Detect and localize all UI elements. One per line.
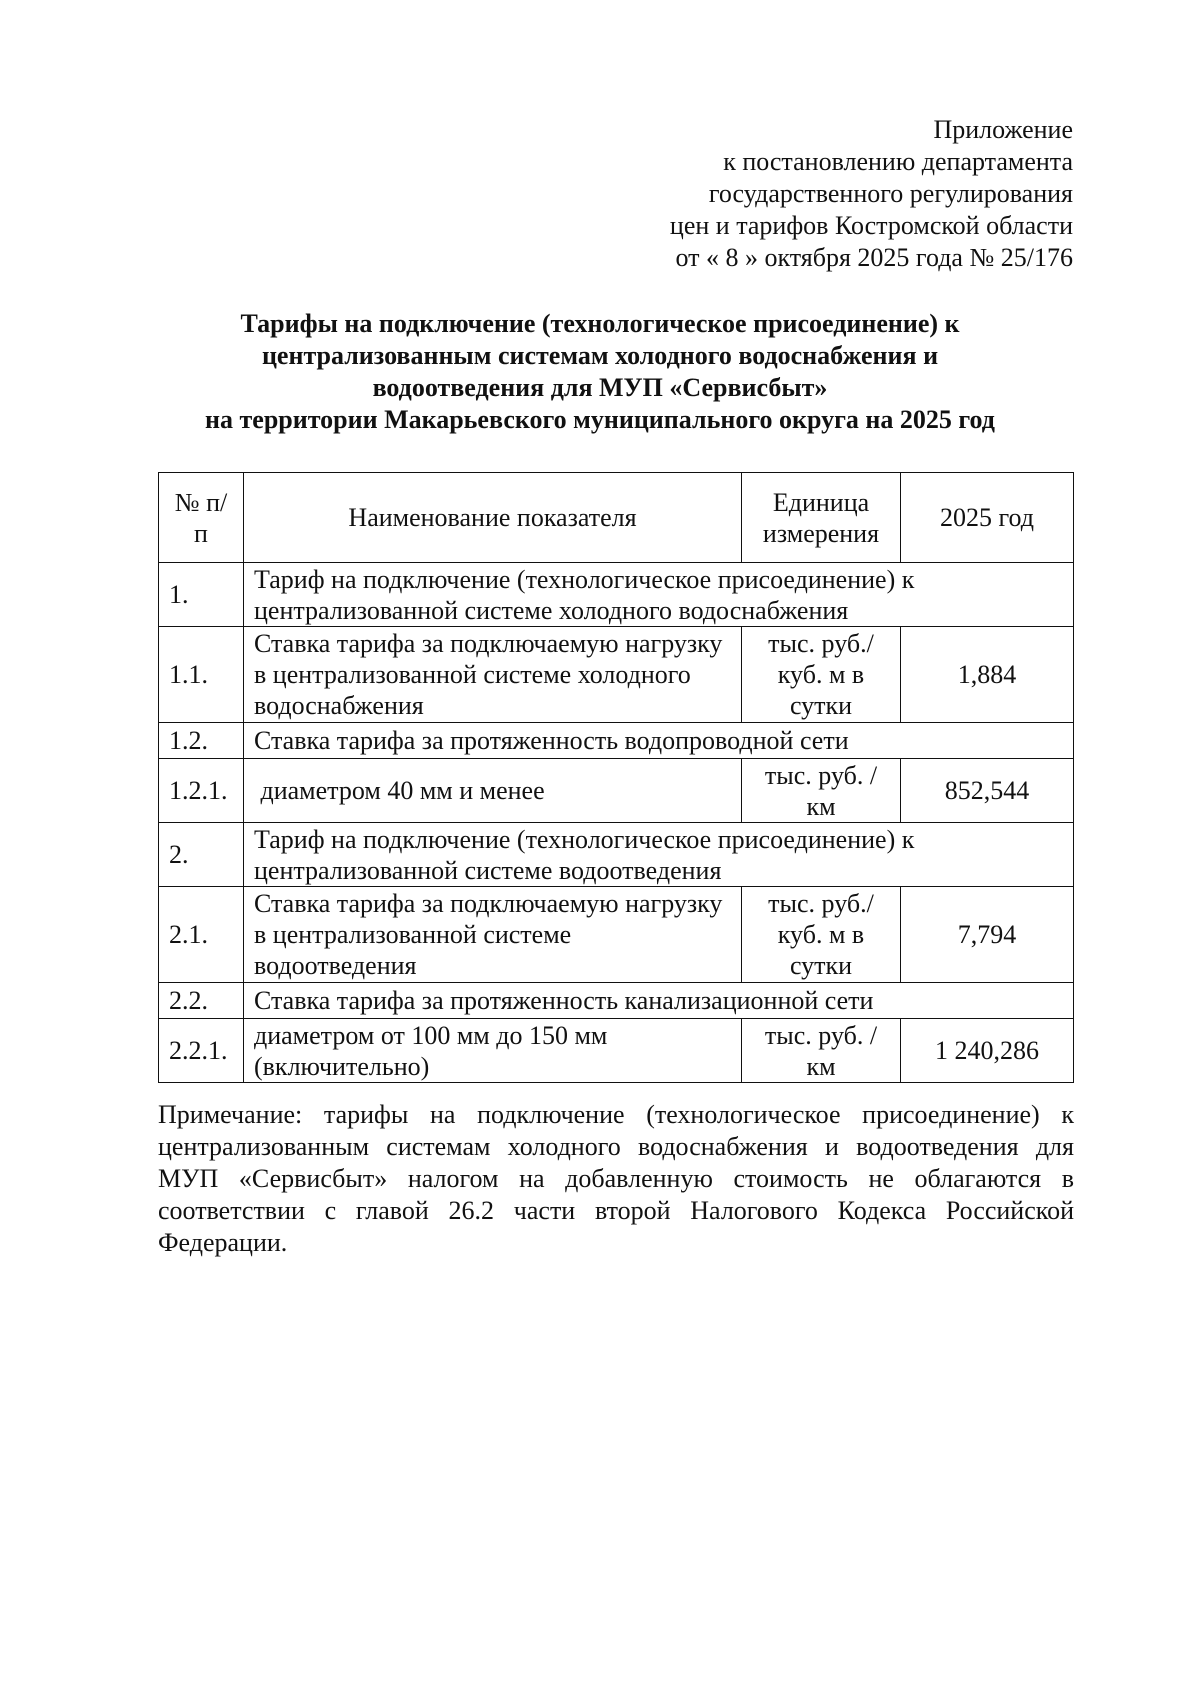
row-name: Ставка тарифа за подключаемую нагрузку в централизованной системе водоотведения [244, 887, 742, 983]
table-header-row [159, 473, 1074, 563]
appendix-line: к постановлению департамента [723, 147, 1073, 176]
note-paragraph: Примечание: тарифы на подключение (технологическое присоединение) к централизованным системам холодного водоснабжения и водоотведения для МУП «Сервисбыт» налогом на добавленную стоимость не облагаются в соответствии с главой 26.2 части второй Налогового Кодекса Российской Федерации. [158, 1100, 1074, 1257]
row-num: 1. [159, 563, 244, 627]
row-value: 1 240,286 [901, 1019, 1074, 1083]
row-num: 1.1. [159, 627, 244, 723]
row-num: 1.2.1. [159, 759, 244, 823]
table-row [159, 823, 1074, 887]
header-unit: Единица измерения [742, 473, 901, 563]
header-name: Наименование показателя [244, 473, 742, 563]
row-value: 7,794 [901, 887, 1074, 983]
header-num: № п/п [159, 473, 244, 563]
row-num: 1.2. [159, 723, 244, 759]
row-unit: тыс. руб./ куб. м в сутки [742, 627, 901, 723]
row-value: 1,884 [901, 627, 1074, 723]
row-num: 2.1. [159, 887, 244, 983]
row-num: 2.2.1. [159, 1019, 244, 1083]
appendix-line: Приложение [933, 115, 1073, 144]
appendix-header [670, 114, 1073, 274]
row-value: 852,544 [901, 759, 1074, 823]
title-line: на территории Макарьевского муниципального округа на 2025 год [205, 405, 995, 434]
table-row [159, 759, 1074, 823]
title-line: централизованным системам холодного водоснабжения и [261, 341, 939, 370]
row-name: Тариф на подключение (технологическое присоединение) к централизованной системе водоотведения [244, 823, 1074, 887]
row-unit: тыс. руб./ куб. м в сутки [742, 887, 901, 983]
table-row [159, 563, 1074, 627]
row-name: Ставка тарифа за протяженность водопроводной сети [244, 723, 1074, 759]
appendix-line: от « 8 » октября 2025 года № 25/176 [675, 243, 1073, 272]
table-row [159, 627, 1074, 723]
title-line: водоотведения для МУП «Сервисбыт» [372, 373, 828, 402]
row-name: диаметром 40 мм и менее [244, 759, 742, 823]
row-name: Ставка тарифа за подключаемую нагрузку в централизованной системе холодного водоснабжения [244, 627, 742, 723]
table-row [159, 887, 1074, 983]
header-year: 2025 год [901, 473, 1074, 563]
row-num: 2. [159, 823, 244, 887]
table-row [159, 1019, 1074, 1083]
title-line: Тарифы на подключение (технологическое присоединение) к [240, 309, 960, 338]
document-title [120, 308, 1080, 436]
table-row [159, 983, 1074, 1019]
table-row [159, 723, 1074, 759]
appendix-line: государственного регулирования [708, 179, 1073, 208]
row-unit: тыс. руб. /км [742, 1019, 901, 1083]
row-unit: тыс. руб. /км [742, 759, 901, 823]
tariff-table [158, 472, 1074, 1083]
row-num: 2.2. [159, 983, 244, 1019]
row-name: Ставка тарифа за протяженность канализационной сети [244, 983, 1074, 1019]
row-name: диаметром от 100 мм до 150 мм (включительно) [244, 1019, 742, 1083]
row-name: Тариф на подключение (технологическое присоединение) к централизованной системе холодного водоснабжения [244, 563, 1074, 627]
appendix-line: цен и тарифов Костромской области [669, 211, 1073, 240]
